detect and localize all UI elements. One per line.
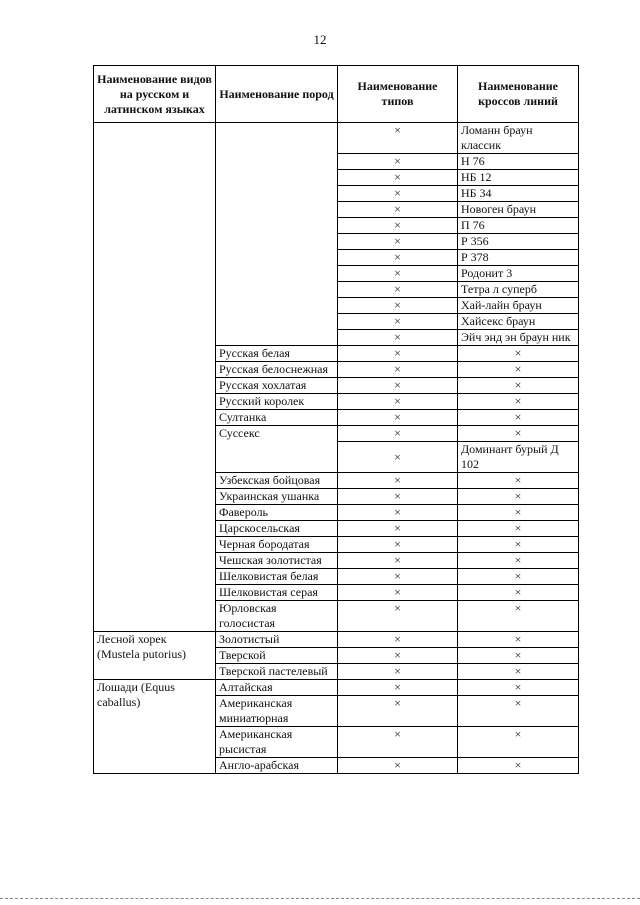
cross-mark: × [458, 601, 579, 632]
type-mark: × [338, 298, 458, 314]
type-mark: × [338, 727, 458, 758]
type-mark: × [338, 154, 458, 170]
breed-name: Фавероль [216, 505, 338, 521]
cross-mark: × [458, 473, 579, 489]
breed-name: Русская белоснежная [216, 362, 338, 378]
cross-mark: × [458, 727, 579, 758]
header-row [94, 66, 579, 123]
cross-line-name: Р 356 [458, 234, 579, 250]
type-mark: × [338, 758, 458, 774]
breed-name: Шелковистая белая [216, 569, 338, 585]
cross-mark: × [458, 585, 579, 601]
type-mark: × [338, 537, 458, 553]
cross-mark: × [458, 378, 579, 394]
type-mark: × [338, 250, 458, 266]
registry-table [93, 65, 579, 774]
type-mark: × [338, 632, 458, 648]
type-mark: × [338, 202, 458, 218]
header-crosses: Наименование кроссов линий [458, 66, 579, 123]
cross-mark: × [458, 758, 579, 774]
cross-line-name: НБ 34 [458, 186, 579, 202]
type-mark: × [338, 123, 458, 154]
type-mark: × [338, 282, 458, 298]
type-mark: × [338, 569, 458, 585]
type-mark: × [338, 362, 458, 378]
cross-mark: × [458, 569, 579, 585]
type-mark: × [338, 521, 458, 537]
breed-name: Золотистый [216, 632, 338, 648]
breed-name: Тверской пастелевый [216, 664, 338, 680]
cross-mark: × [458, 632, 579, 648]
cross-mark: × [458, 648, 579, 664]
type-mark: × [338, 664, 458, 680]
species-cell-continued [94, 123, 216, 632]
type-mark: × [338, 696, 458, 727]
breed-cell-continued [216, 123, 338, 346]
table-body [94, 123, 579, 774]
type-mark: × [338, 346, 458, 362]
cross-mark: × [458, 362, 579, 378]
breed-name: Алтайская [216, 680, 338, 696]
type-mark: × [338, 680, 458, 696]
breed-name: Русский королек [216, 394, 338, 410]
type-mark: × [338, 394, 458, 410]
breed-name: Русская белая [216, 346, 338, 362]
table-row [94, 632, 579, 648]
type-mark: × [338, 378, 458, 394]
species-name-ferret: Лесной хорек (Mustela putorius) [94, 632, 216, 680]
cross-mark: × [458, 521, 579, 537]
type-mark: × [338, 585, 458, 601]
type-mark: × [338, 234, 458, 250]
cross-mark: × [458, 426, 579, 442]
cross-mark: × [458, 505, 579, 521]
breed-name: Англо-арабская [216, 758, 338, 774]
cross-mark: × [458, 489, 579, 505]
breed-name: Узбекская бойцовая [216, 473, 338, 489]
cross-line-name: Хай-лайн браун [458, 298, 579, 314]
type-mark: × [338, 553, 458, 569]
breed-name: Украинская ушанка [216, 489, 338, 505]
type-mark: × [338, 410, 458, 426]
cross-line-name: Родонит 3 [458, 266, 579, 282]
breed-name: Русская хохлатая [216, 378, 338, 394]
cross-line-name: П 76 [458, 218, 579, 234]
cross-mark: × [458, 680, 579, 696]
cross-mark: × [458, 553, 579, 569]
cross-mark: × [458, 664, 579, 680]
cross-line-name: Доминант бурый Д 102 [458, 442, 579, 473]
breed-name: Суссекс [216, 426, 338, 473]
cross-line-name: Новоген браун [458, 202, 579, 218]
type-mark: × [338, 186, 458, 202]
cross-line-name: Ломанн браун классик [458, 123, 579, 154]
type-mark: × [338, 314, 458, 330]
type-mark: × [338, 426, 458, 442]
page-number: 12 [313, 32, 327, 47]
breed-name: Царскосельская [216, 521, 338, 537]
breed-name: Чешская золотистая [216, 553, 338, 569]
cross-line-name: Эйч энд эн браун ник [458, 330, 579, 346]
cross-mark: × [458, 696, 579, 727]
type-mark: × [338, 473, 458, 489]
breed-name: Американская миниатюрная [216, 696, 338, 727]
header-types: Наименование типов [338, 66, 458, 123]
cross-line-name: Н 76 [458, 154, 579, 170]
type-mark: × [338, 601, 458, 632]
scan-edge-line [0, 898, 640, 899]
species-name-horses: Лошади (Equus caballus) [94, 680, 216, 774]
cross-line-name: Хайсекс браун [458, 314, 579, 330]
type-mark: × [338, 442, 458, 473]
breed-name: Черная бородатая [216, 537, 338, 553]
header-breeds: Наименование пород [216, 66, 338, 123]
type-mark: × [338, 170, 458, 186]
type-mark: × [338, 489, 458, 505]
breed-name: Американская рысистая [216, 727, 338, 758]
table-row [94, 123, 579, 154]
cross-line-name: Р 378 [458, 250, 579, 266]
cross-mark: × [458, 346, 579, 362]
table-row [94, 680, 579, 696]
cross-mark: × [458, 410, 579, 426]
breed-name: Шелковистая серая [216, 585, 338, 601]
breed-name: Юрловская голосистая [216, 601, 338, 632]
cross-mark: × [458, 537, 579, 553]
cross-mark: × [458, 394, 579, 410]
type-mark: × [338, 266, 458, 282]
cross-line-name: НБ 12 [458, 170, 579, 186]
cross-line-name: Тетра л суперб [458, 282, 579, 298]
type-mark: × [338, 505, 458, 521]
breed-name: Тверской [216, 648, 338, 664]
breed-name: Султанка [216, 410, 338, 426]
type-mark: × [338, 218, 458, 234]
header-species: Наименование видов на русском и латинском языках [94, 66, 216, 123]
type-mark: × [338, 330, 458, 346]
type-mark: × [338, 648, 458, 664]
